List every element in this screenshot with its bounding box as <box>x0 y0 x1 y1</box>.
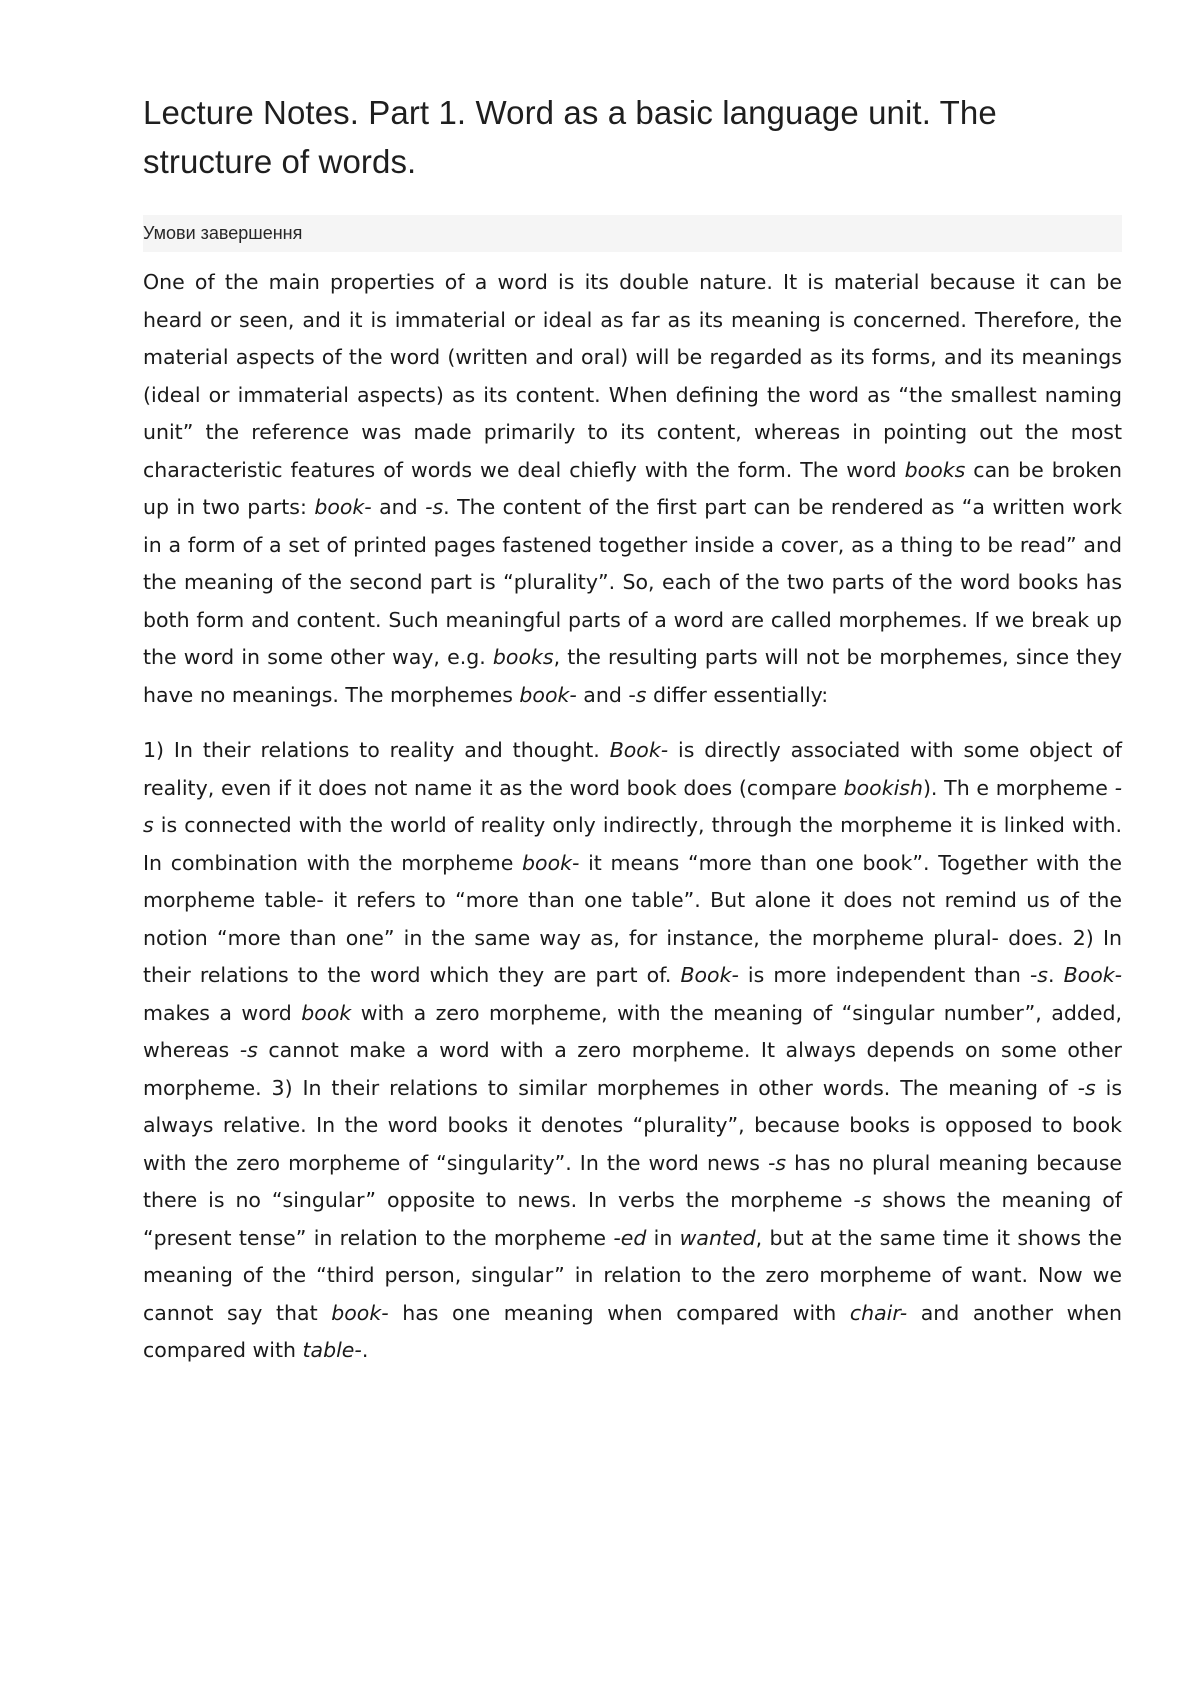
italic-term: chair- <box>849 1300 908 1325</box>
italic-term: book- <box>331 1300 389 1325</box>
text-run: makes a word <box>143 1000 302 1025</box>
lecture-body <box>143 264 1122 1370</box>
italic-term: -s <box>1029 963 1048 987</box>
text-run: is always relative. In the word books it denotes “plurality”, because books is opposed to book with the zero morpheme of “singularity”. In the word news <box>143 1075 1122 1175</box>
text-run: . <box>361 1338 369 1362</box>
text-run: One of the main properties of a word is its double nature. It is material because it can be heard or seen, and it is immaterial or ideal as far as its meaning is concerned. Therefore, the material aspects of the word (written and oral) will be regarded as its forms, and its meanings (ideal or immaterial aspects) as its content. When defining the word as “the smallest naming unit” the reference was made primarily to its content, whereas in pointing out the most characteristic features of words we deal chiefly with the form. The word <box>143 270 1122 482</box>
text-run: and another when compared with <box>143 1300 1123 1362</box>
completion-conditions-label: Умови завершення <box>143 223 303 243</box>
text-run: it means “more than one book”. Together with the morpheme table- it refers to “more than one table”. But alone it does not remind us of the notion “more than one” in the same way as, for instance, the morpheme plural- does. 2) In their relations to the word which they are part of. <box>143 850 1122 987</box>
text-run: ). Th e morpheme <box>922 775 1115 800</box>
text-run: can be broken up in two parts: <box>143 457 1122 519</box>
document-page <box>143 88 1122 1370</box>
italic-term: -s <box>143 775 1122 837</box>
text-run: in <box>646 1225 680 1250</box>
text-run: has one meaning when compared with <box>388 1300 850 1325</box>
text-run: is more independent than <box>738 963 1030 987</box>
italic-term: -s <box>853 1188 872 1212</box>
italic-term: -s <box>768 1150 787 1175</box>
text-run: is directly associated with some object of reality, even if it does not name it as the word book does (compare <box>143 738 1123 800</box>
italic-term: books <box>492 645 554 669</box>
paragraph-2 <box>143 732 1122 1370</box>
text-run: has no plural meaning because there is no “singular” opposite to news. In verbs the morpheme <box>143 1150 1122 1212</box>
italic-term: -s <box>628 682 647 707</box>
italic-term: book <box>301 1000 352 1025</box>
text-run: , but at the same time it shows the meaning of the “third person, singular” in relation to the zero morpheme of want. Now we cannot say that <box>143 1225 1122 1325</box>
italic-term: -s <box>425 495 444 519</box>
italic-term: Book- <box>680 963 739 987</box>
text-run: is connected with the world of reality only indirectly, through the morpheme it is linked with. In combination with the morpheme <box>143 813 1122 875</box>
text-run: shows the meaning of “present tense” in relation to the morpheme <box>143 1188 1123 1250</box>
text-run: and <box>576 682 629 707</box>
text-run: with a zero morpheme, with the meaning of “singular number”, added, whereas <box>143 1000 1122 1062</box>
text-run: differ essentially: <box>646 682 829 707</box>
italic-term: book- <box>522 850 580 875</box>
italic-term: -ed <box>613 1225 647 1250</box>
italic-term: wanted <box>679 1225 756 1250</box>
text-run: . The content of the first part can be rendered as “a written work in a form of a set of printed pages fastened together inside a cover, as a thing to be read” and the meaning of the second part is “plurality”. So, each of the two parts of the word books has both form and content. Such meaningful parts of a word are called morphemes. If we break up the word in some other way, e.g. <box>143 495 1122 669</box>
italic-term: bookish <box>843 775 923 800</box>
italic-term: -s <box>1077 1075 1096 1100</box>
italic-term: Book- <box>609 738 669 762</box>
paragraph-1 <box>143 264 1122 714</box>
italic-term: -s <box>239 1038 258 1062</box>
text-run: . <box>1047 963 1064 987</box>
text-run: and <box>371 495 426 519</box>
text-run: cannot make a word with a zero morpheme. It always depends on some other morpheme. 3) In their relations to similar morphemes in other words. The meaning of <box>143 1038 1122 1100</box>
italic-term: book- <box>314 495 372 519</box>
italic-term: table- <box>302 1338 362 1362</box>
text-run: 1) In their relations to reality and thought. <box>143 738 610 762</box>
italic-term: books <box>904 457 966 482</box>
italic-term: book- <box>519 682 577 707</box>
completion-conditions-bar <box>143 215 1122 252</box>
text-run: , the resulting parts will not be morphemes, since they have no meanings. The morphemes <box>143 645 1123 707</box>
page-title: Lecture Notes. Part 1. Word as a basic language unit. The structure of words. <box>143 94 997 180</box>
italic-term: Book- <box>1063 963 1123 987</box>
